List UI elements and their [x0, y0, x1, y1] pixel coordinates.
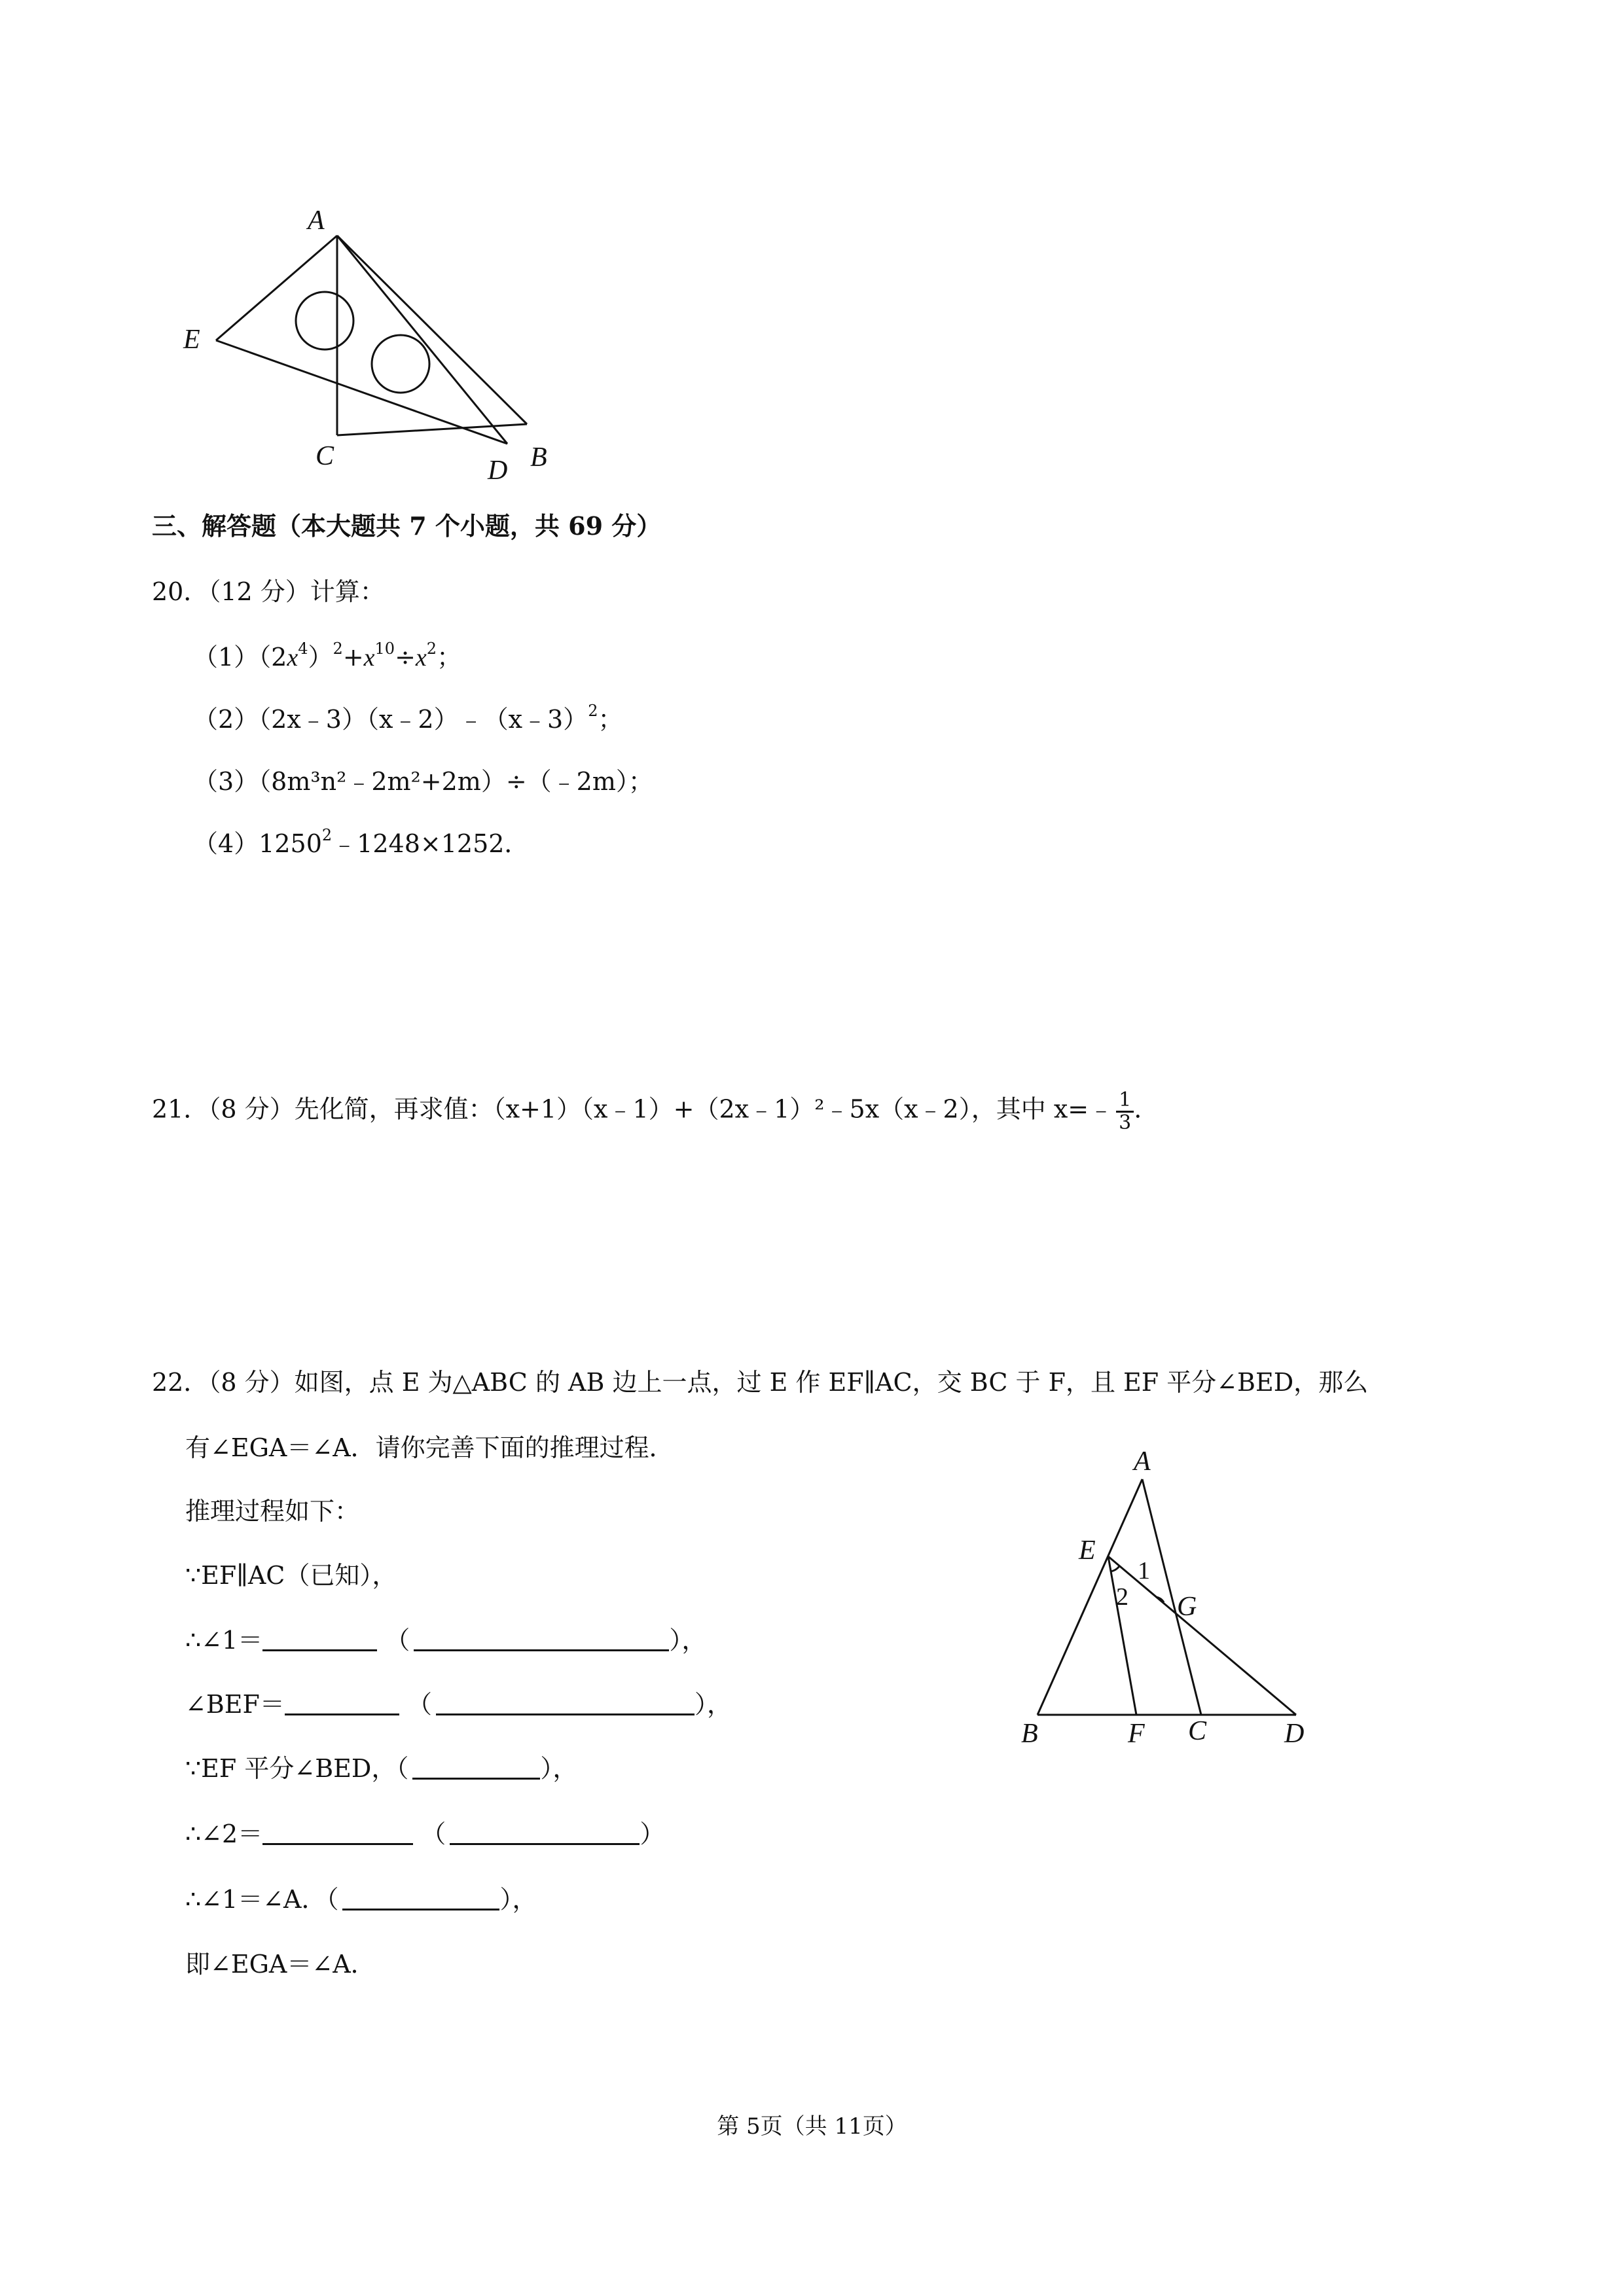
q20-part4: $(4)1250^2﹣1248\times 1252$．: [193, 826, 530, 858]
triangle-figure: [1008, 1433, 1348, 1748]
blank-reason1[interactable]: [414, 1630, 669, 1651]
q22-step6: ∴∠1＝∠A．（ ），: [185, 1885, 537, 1914]
edge-AE: [216, 236, 337, 340]
fig2-label-angle1: 1: [1138, 1557, 1150, 1585]
fig2-label-F: F: [1128, 1719, 1145, 1748]
blank-reason2[interactable]: [436, 1694, 695, 1715]
blank-angle-bef[interactable]: [285, 1694, 399, 1715]
fraction-one-third: $\frac{1}{3}$: [1116, 1090, 1134, 1133]
set-squares-figure: [177, 209, 583, 484]
segment-ED: [1108, 1556, 1296, 1715]
q22-step5: ∴∠2＝ （ ）: [185, 1820, 665, 1848]
blank-angle1[interactable]: [262, 1630, 377, 1651]
blank-reason4[interactable]: [450, 1823, 640, 1845]
q20-stem: 20．（12 分）计算：: [152, 577, 385, 606]
q22-step1: ∵EF∥AC（已知），: [185, 1561, 397, 1590]
q22-line2: 有∠EGA＝∠A．请你完善下面的推理过程．: [185, 1433, 674, 1462]
q22-step7: 即∠EGA＝∠A．: [185, 1950, 376, 1979]
q21-text: 21．（8 分）先化简，再求值：（x+1）（x﹣1）+（2x﹣1）²﹣5x（x﹣2），其中 x=﹣ $\frac{1}{3}$ .: [152, 1088, 1142, 1134]
label-C: C: [316, 441, 334, 471]
q20-part2: （2）（2x﹣3）（x﹣2）﹣（x﹣3）$^2$；: [193, 702, 623, 734]
fig2-label-A: A: [1134, 1446, 1151, 1477]
fig2-label-D: D: [1284, 1719, 1305, 1748]
q22-step2: ∴∠1＝ （ ），: [185, 1626, 707, 1655]
triangle-hole-1: [296, 292, 353, 350]
angle-mark-2: [1111, 1566, 1119, 1571]
q20-part3: （3）（8m³n²﹣2m²+2m）÷（﹣2m）；: [193, 767, 653, 796]
label-B: B: [530, 442, 547, 473]
label-D: D: [488, 456, 508, 484]
triangle-hole-2: [372, 335, 429, 393]
q22-step4: ∵EF 平分∠BED，（ ），: [185, 1754, 578, 1783]
fig2-label-angle2: 2: [1116, 1583, 1128, 1611]
fig2-label-C: C: [1188, 1716, 1207, 1746]
q22-step3: ∠BEF＝ （ ），: [185, 1690, 732, 1719]
segment-EF: [1108, 1556, 1136, 1715]
q22-line3: 推理过程如下：: [185, 1497, 360, 1526]
q20-part1: $(1)(2x^4)^2+x^{10}\div x^2$；: [193, 639, 462, 672]
label-A: A: [308, 209, 325, 236]
blank-reason5[interactable]: [342, 1889, 499, 1910]
fig2-label-G: G: [1177, 1592, 1197, 1622]
fig2-label-B: B: [1021, 1719, 1038, 1748]
label-E: E: [183, 325, 200, 355]
page-footer: 第 5页（共 11页）: [717, 2113, 907, 2140]
blank-reason3[interactable]: [412, 1758, 540, 1780]
blank-angle2[interactable]: [262, 1823, 413, 1845]
q22-line1: 22．（8 分）如图，点 E 为△ABC 的 AB 边上一点，过 E 作 EF∥AC，交 BC 于 F，且 EF 平分∠BED，那么: [152, 1368, 1369, 1397]
fig2-label-E: E: [1079, 1535, 1096, 1566]
edge-AB: [337, 236, 527, 424]
section-heading: 三、解答题（本大题共 7 个小题，共 69 分）: [152, 511, 662, 541]
